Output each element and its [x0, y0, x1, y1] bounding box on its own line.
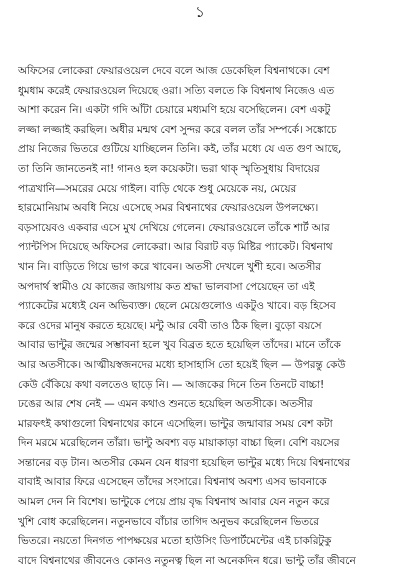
text-line: মারফৎই কথাগুলো বিশ্বনাথের কানে এসেছিল। ভান্টুর জন্মাবার সময় বেশ কটা	[18, 417, 333, 430]
text-line: প্যাকেটের মধ্যেই যেন অভিব্যক্ত। ছেলে মেয়েগুলোও একটুও খাবে। বড় হিসেব	[18, 300, 336, 313]
text-line: অপদার্থ স্বামীও যে কাজের জায়গায় কত শ্রদ্ধা ভালবাসা পেয়েছেন তা এই	[18, 280, 315, 293]
text-line: অফিসের লোকেরা ফেয়ারওয়েল দেবে বলে আজ ডেকেছিল বিশ্বনাথকে। বেশ	[18, 65, 330, 77]
text-line: করে ওদের মানুষ করতে হয়েছে। মন্টু আর বেবী তাও ঠিক ছিল। বুড়ো বয়সে	[18, 319, 322, 332]
text-line: বাবাই আবার ফিরে এসেছেন তাঁদের সংসারে। বিশ্বনাথ অবশ্য এসব ভাবনাকে	[18, 476, 327, 489]
text-line: তা তিনি জানতেনই না! গানও হল কয়েকটা। ভরা থাক্ স্মৃতিসুধায় বিদায়ের	[18, 162, 320, 175]
text-line: পাত্রখানি—সমরের মেয়ে গাইল। বাড়ি থেকে শুধু মেয়েকে নয়, মেয়ের	[18, 182, 297, 195]
text-line: কেউ বেঁকিয়ে কথা বলতেও ছাড়ে নি। — আজকের দিনে তিন তিনটে বাচ্চা!	[18, 378, 325, 391]
text-line: ভিতরে। নয়তো দিনগত পাপক্ষয়ের মতো হাউসিং ডিপার্টমেন্টের এই চাকরিটুকু	[18, 535, 332, 548]
text-line: প্রায় নিজের ভিতরে গুটিয়ে যাচ্ছিলেন তিনি। কই, তাঁর মধ্যে যে এত গুণ আছে,	[18, 143, 342, 156]
text-line: ঢঙের আর শেষ নেই — এমন কথাও শুনতে হয়েছিল অতসীকে। অতসীর	[18, 398, 313, 411]
text-line: হারমোনিয়াম অবধি নিয়ে এসেছে সমর বিশ্বনাথের ফেয়ারওয়েল উপলক্ষ্যে।	[18, 202, 319, 215]
body-text	[18, 62, 386, 571]
text-line: খান নি। বাড়িতে গিয়ে ভাগ করে খাবেন। অতসী দেখলে খুশী হবে। অতসীর	[18, 260, 321, 273]
text-line: সন্তানের বড় টান। অতসীর কেমন যেন ধারণা হয়েছিল ভান্টুর মধ্যে দিয়ে বিশ্বনাথের	[18, 456, 351, 469]
text-line: ধুমধাম করেই ফেয়ারওয়েল দিয়েছে ওরা। সত্যি বলতে কি বিশ্বনাথ নিজেও এত	[18, 84, 335, 97]
text-line: বাদে বিশ্বনাথের জীবনেও কোনও নতুনত্ব ছিল না অনেকদিন ধরে। ভান্টু তাঁর জীবনে	[18, 554, 356, 567]
text-line: আশা করেন নি। একটা গদি আঁটা চেয়ারে মধ্যমণি হয়ে বসেছিলেন। বেশ একটু	[18, 104, 331, 117]
text-line: বড়সায়েবও একবার এসে মুখ দেখিয়ে গেলেন। ফেয়ারওয়েলে তাঁকে শার্ট আর	[18, 221, 330, 234]
text-line: আবার ভান্টুর জন্মের সম্ভাবনা হলে খুব বিব্রত হতে হয়েছিল তাঁদের। মানে তাঁকে	[18, 339, 341, 352]
text-line: খুশি বোধ করেছিলেন। নতুনভাবে বাঁচার তাগিদ অনুভব করেছিলেন ভিতরে	[18, 515, 319, 528]
text-line: দিন মরমে মরেছিলেন তাঁরা। ভান্টু অবশ্য বড় মায়াকাড়া বাচ্চা ছিল। বেশি বয়সের	[18, 437, 340, 450]
text-line: আমল দেন নি বিশেষ। ভান্টুকে পেয়ে প্রায় বৃদ্ধ বিশ্বনাথ আবার যেন নতুন করে	[18, 496, 330, 509]
text-line: আর অতসীকে। আত্মীয়স্বজনদের মধ্যে হাসাহাসি তো হয়েই ছিল — উপরন্তু কেউ	[18, 358, 346, 371]
text-line: লজ্জা লজ্জাই করছিল। অধীর মন্মথ বেশ সুন্দর করে বলল তাঁর সম্পর্কে। সঙ্কোচে	[18, 123, 337, 136]
page-number: ১	[195, 3, 205, 21]
text-line: প্যান্টপিস দিয়েছে অফিসের লোকেরা। আর বিরাট বড় মিষ্টির প্যাকেট। বিশ্বনাথ	[18, 241, 333, 254]
